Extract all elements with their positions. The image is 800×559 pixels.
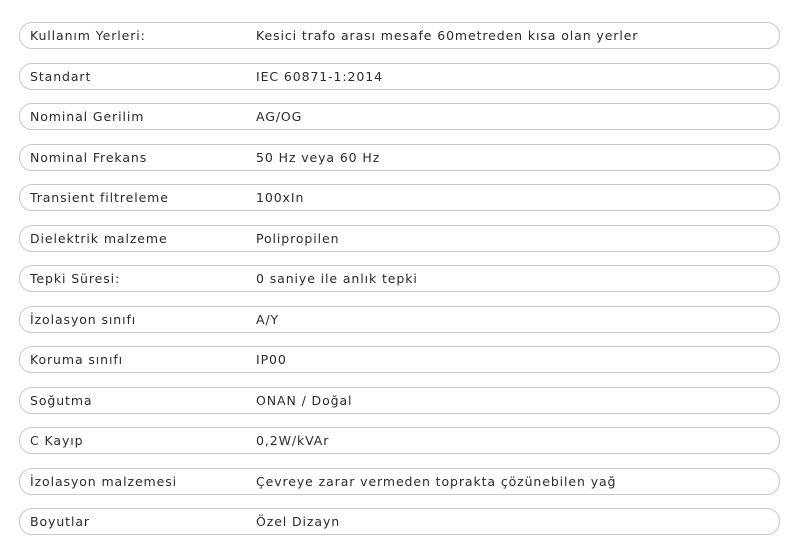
spec-label: C Kayıp (30, 433, 84, 448)
spec-row-tepki-suresi (19, 265, 780, 292)
spec-label: Boyutlar (30, 514, 90, 529)
spec-value: AG/OG (256, 109, 303, 124)
spec-row-boyutlar (19, 508, 780, 535)
spec-label: Transient filtreleme (30, 190, 169, 205)
spec-row-standart (19, 63, 780, 90)
spec-row-nominal-frekans (19, 144, 780, 171)
spec-value: A/Y (256, 311, 280, 327)
spec-value: Özel Dizayn (256, 514, 341, 529)
spec-label: Dielektrik malzeme (30, 230, 168, 246)
spec-row-c-kayip (19, 427, 780, 454)
spec-value: 50 Hz veya 60 Hz (256, 149, 381, 165)
spec-value: 0,2W/kVAr (256, 433, 330, 448)
spec-label: Koruma sınıfı (30, 352, 124, 367)
spec-row-transient-filtreleme (19, 184, 780, 211)
spec-row-kullanim-yerleri (19, 22, 780, 49)
spec-row-koruma-sinifi (19, 346, 780, 373)
spec-value: 100xIn (256, 190, 305, 205)
spec-label: Standart (30, 68, 92, 84)
spec-row-nominal-gerilim (19, 103, 780, 130)
spec-value: IEC 60871-1:2014 (256, 68, 383, 84)
spec-row-dielektrik-malzeme (19, 225, 780, 252)
spec-label: Nominal Gerilim (30, 109, 145, 124)
spec-row-sogutma (19, 387, 780, 414)
spec-row-izolasyon-sinifi (19, 306, 780, 333)
spec-value: Polipropilen (256, 230, 340, 246)
spec-label: Kullanım Yerleri: (30, 28, 146, 43)
spec-value: Çevreye zarar vermeden toprakta çözünebilen yağ (256, 473, 617, 489)
spec-label: Soğutma (30, 392, 93, 408)
spec-value: Kesici trafo arası mesafe 60metreden kısa olan yerler (256, 28, 639, 43)
spec-row-izolasyon-malzemesi (19, 468, 780, 495)
spec-value: 0 saniye ile anlık tepki (256, 271, 418, 286)
spec-label: Nominal Frekans (30, 149, 148, 165)
spec-label: Tepki Süresi: (30, 271, 121, 286)
spec-value: ONAN / Doğal (256, 392, 353, 408)
spec-table (19, 22, 780, 549)
spec-value: IP00 (256, 352, 287, 367)
spec-label: İzolasyon malzemesi (30, 473, 177, 489)
spec-label: İzolasyon sınıfı (30, 311, 137, 327)
